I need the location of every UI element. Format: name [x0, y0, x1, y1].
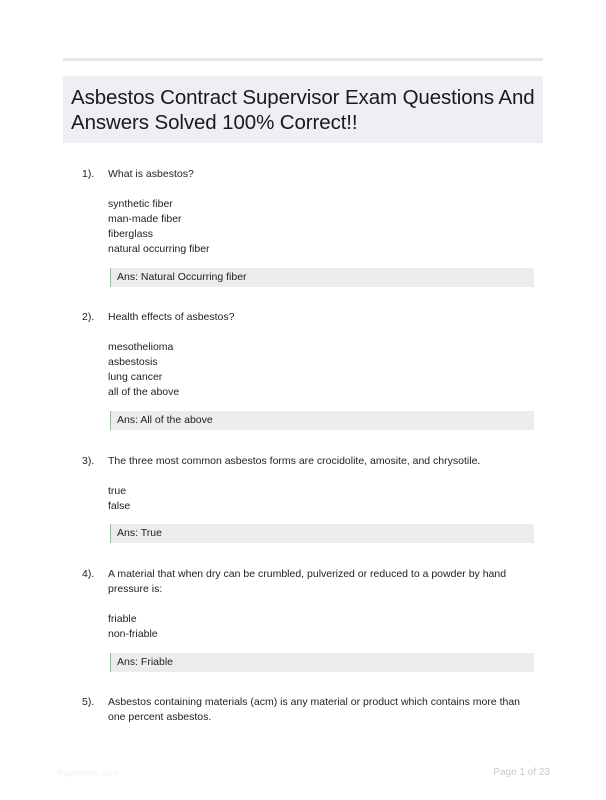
footer-watermark: Paperfolio.com [58, 768, 119, 778]
option-item: fiberglass [108, 228, 153, 240]
option-item: all of the above [108, 386, 180, 398]
option-item: asbestosis [108, 356, 158, 368]
option-item: true [108, 485, 127, 497]
question-number: 5). [82, 696, 95, 708]
answer-box: Ans: Friable [110, 653, 534, 672]
option-item: lung cancer [108, 371, 163, 383]
answer-box: Ans: All of the above [110, 411, 534, 430]
option-item: friable [108, 613, 137, 625]
option-item: man-made fiber [108, 213, 182, 225]
options-list [108, 484, 508, 514]
page-title: Asbestos Contract Supervisor Exam Questions And Answers Solved 100% Correct!! [71, 86, 535, 134]
option-item: natural occurring fiber [108, 243, 210, 255]
question-number: 2). [82, 311, 95, 323]
question-text: Health effects of asbestos? [108, 311, 235, 323]
answer-box: Ans: Natural Occurring fiber [110, 268, 534, 287]
question-number: 3). [82, 455, 95, 467]
page-number: Page 1 of 23 [493, 767, 550, 778]
options-list [108, 612, 508, 642]
option-item: non-friable [108, 628, 158, 640]
title-banner [63, 76, 543, 143]
question-text: Asbestos containing materials (acm) is any material or product which contains more than one percent asbestos. [108, 696, 521, 723]
top-rule [63, 58, 543, 61]
options-list [108, 197, 508, 257]
option-item: mesothelioma [108, 341, 174, 353]
question-text: What is asbestos? [108, 168, 194, 180]
options-list [108, 340, 508, 400]
option-item: false [108, 500, 131, 512]
option-item: synthetic fiber [108, 198, 173, 210]
question-number: 1). [82, 168, 95, 180]
question-text: A material that when dry can be crumbled, pulverized or reduced to a powder by hand pressure is: [108, 568, 507, 595]
question-text: The three most common asbestos forms are crocidolite, amosite, and chrysotile. [108, 455, 481, 467]
answer-box: Ans: True [110, 524, 534, 543]
question-number: 4). [82, 568, 95, 580]
